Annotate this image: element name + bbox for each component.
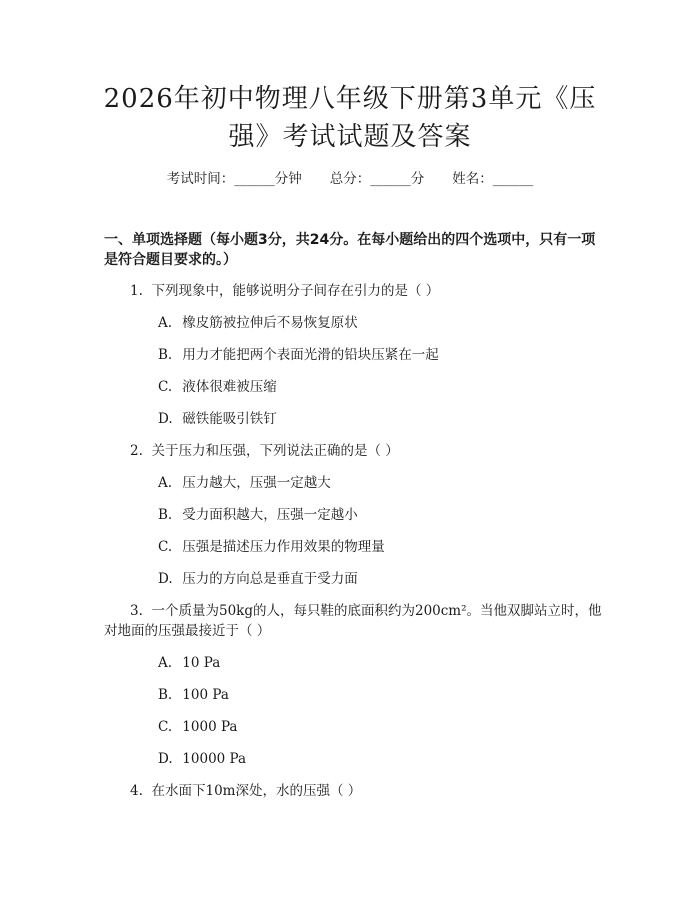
question-3 bbox=[104, 601, 604, 641]
score-unit: 分 bbox=[410, 171, 425, 187]
section-heading: 一、单项选择题（每小题3分，共24分。在每小题给出的四个选项中，只有一项是符合题目要求的。） bbox=[104, 232, 596, 268]
time-label: 考试时间： bbox=[166, 171, 235, 187]
question-2-option-a: A. 压力越大，压强一定越大 bbox=[158, 475, 331, 491]
question-3-option-a: A. 10 Pa bbox=[158, 655, 221, 671]
time-unit: 分钟 bbox=[274, 171, 302, 187]
question-2 bbox=[130, 441, 399, 461]
question-1-option-b: B. 用力才能把两个表面光滑的铅块压紧在一起 bbox=[158, 347, 439, 363]
question-4 bbox=[130, 781, 361, 801]
question-3-option-c: C. 1000 Pa bbox=[158, 719, 238, 735]
question-1 bbox=[130, 281, 439, 301]
question-1-option-d: D. 磁铁能吸引铁钉 bbox=[158, 411, 277, 427]
question-stem: 一个质量为50kg的人，每只鞋的底面积约为200cm²。当他双脚站立时，他对地面的压强最接近于（ ） bbox=[104, 603, 602, 639]
question-number: 1. bbox=[130, 283, 143, 299]
question-3-option-d: D. 10000 Pa bbox=[158, 751, 247, 767]
question-stem: 下列现象中，能够说明分子间存在引力的是（ ） bbox=[151, 283, 440, 299]
question-number: 2. bbox=[130, 443, 143, 459]
question-number: 3. bbox=[130, 603, 143, 619]
question-1-option-c: C. 液体很难被压缩 bbox=[158, 379, 277, 395]
name-label: 姓名： bbox=[452, 171, 493, 187]
score-blank: ______ bbox=[370, 171, 411, 187]
question-2-option-d: D. 压力的方向总是垂直于受力面 bbox=[158, 571, 358, 587]
question-3-option-b: B. 100 Pa bbox=[158, 687, 229, 703]
score-label: 总分： bbox=[329, 171, 371, 187]
question-2-option-b: B. 受力面积越大，压强一定越小 bbox=[158, 507, 358, 523]
exam-info-line bbox=[0, 170, 700, 188]
time-blank: ______ bbox=[234, 171, 275, 187]
question-1-option-a: A. 橡皮筋被拉伸后不易恢复原状 bbox=[158, 315, 358, 331]
name-blank: ______ bbox=[492, 171, 534, 187]
question-stem: 在水面下10m深处，水的压强（ ） bbox=[151, 783, 362, 799]
question-2-option-c: C. 压强是描述压力作用效果的物理量 bbox=[158, 539, 385, 555]
document-title: 2026年初中物理八年级下册第3单元《压强》考试试题及答案 bbox=[103, 84, 597, 152]
question-stem: 关于压力和压强，下列说法正确的是（ ） bbox=[151, 443, 399, 459]
question-number: 4. bbox=[130, 783, 143, 799]
